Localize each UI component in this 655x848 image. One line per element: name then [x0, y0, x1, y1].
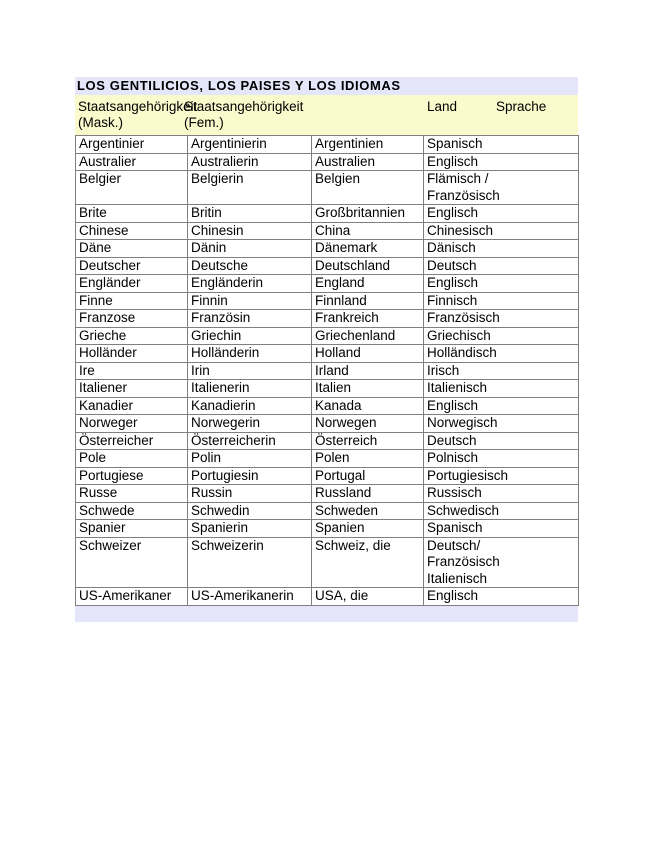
cell-land: Argentinien: [312, 136, 424, 154]
cell-land: China: [312, 222, 424, 240]
cell-land: Italien: [312, 380, 424, 398]
cell-fem: Dänin: [188, 240, 312, 258]
cell-sprache: Englisch: [424, 153, 579, 171]
header-sprache: Sprache: [496, 99, 547, 114]
table-row: [76, 292, 579, 310]
cell-land: Portugal: [312, 467, 424, 485]
cell-land: Holland: [312, 345, 424, 363]
cell-fem: Belgierin: [188, 171, 312, 205]
table-row: [76, 397, 579, 415]
table-row: [76, 450, 579, 468]
cell-fem: Schweizerin: [188, 537, 312, 588]
cell-sprache: Spanisch: [424, 136, 579, 154]
cell-mask: Pole: [76, 450, 188, 468]
header-fem: Staatsangehörigkeit: [184, 99, 304, 114]
cell-fem: Finnin: [188, 292, 312, 310]
page-title: LOS GENTILICIOS, LOS PAISES Y LOS IDIOMAS: [75, 77, 578, 95]
table-header: [75, 95, 578, 135]
cell-mask: Ire: [76, 362, 188, 380]
cell-mask: Portugiese: [76, 467, 188, 485]
cell-mask: Engländer: [76, 275, 188, 293]
cell-mask: Australier: [76, 153, 188, 171]
cell-mask: Däne: [76, 240, 188, 258]
cell-mask: Franzose: [76, 310, 188, 328]
cell-fem: Kanadierin: [188, 397, 312, 415]
cell-fem: Holländerin: [188, 345, 312, 363]
header-fem-sub: (Fem.): [184, 115, 224, 130]
cell-land: Schweiz, die: [312, 537, 424, 588]
cell-fem: Engländerin: [188, 275, 312, 293]
cell-sprache: Dänisch: [424, 240, 579, 258]
cell-sprache: Griechisch: [424, 327, 579, 345]
table-row: [76, 205, 579, 223]
cell-mask: Österreicher: [76, 432, 188, 450]
cell-mask: Italiener: [76, 380, 188, 398]
cell-fem: Norwegerin: [188, 415, 312, 433]
cell-sprache: Deutsch: [424, 257, 579, 275]
table-row: [76, 432, 579, 450]
cell-mask: Deutscher: [76, 257, 188, 275]
table-row: [76, 362, 579, 380]
header-mask-sub: (Mask.): [78, 115, 123, 130]
table-row: [76, 136, 579, 154]
cell-fem: Australierin: [188, 153, 312, 171]
cell-land: Spanien: [312, 520, 424, 538]
table-row: [76, 222, 579, 240]
cell-fem: Russin: [188, 485, 312, 503]
cell-fem: Irin: [188, 362, 312, 380]
cell-land: Polen: [312, 450, 424, 468]
table-row: [76, 171, 579, 205]
cell-land: Österreich: [312, 432, 424, 450]
cell-land: USA, die: [312, 588, 424, 606]
table-row: [76, 588, 579, 606]
table-row: [76, 502, 579, 520]
cell-mask: Kanadier: [76, 397, 188, 415]
cell-land: Norwegen: [312, 415, 424, 433]
cell-fem: Britin: [188, 205, 312, 223]
cell-mask: US-Amerikaner: [76, 588, 188, 606]
cell-mask: Holländer: [76, 345, 188, 363]
cell-fem: Deutsche: [188, 257, 312, 275]
cell-fem: Österreicherin: [188, 432, 312, 450]
cell-mask: Grieche: [76, 327, 188, 345]
cell-sprache: Flämisch / Französisch: [424, 171, 579, 205]
cell-sprache: Norwegisch: [424, 415, 579, 433]
cell-mask: Finne: [76, 292, 188, 310]
cell-land: Irland: [312, 362, 424, 380]
table-row: [76, 467, 579, 485]
cell-land: Schweden: [312, 502, 424, 520]
cell-fem: Spanierin: [188, 520, 312, 538]
cell-land: Griechenland: [312, 327, 424, 345]
cell-fem: Portugiesin: [188, 467, 312, 485]
footer-bar: [75, 606, 578, 622]
table-row: [76, 380, 579, 398]
cell-mask: Schweizer: [76, 537, 188, 588]
cell-land: Belgien: [312, 171, 424, 205]
table-row: [76, 415, 579, 433]
cell-sprache: Englisch: [424, 397, 579, 415]
table-row: [76, 257, 579, 275]
cell-mask: Norweger: [76, 415, 188, 433]
cell-land: Großbritannien: [312, 205, 424, 223]
cell-mask: Brite: [76, 205, 188, 223]
cell-sprache: Deutsch: [424, 432, 579, 450]
cell-sprache: Chinesisch: [424, 222, 579, 240]
table-row: [76, 345, 579, 363]
cell-land: Frankreich: [312, 310, 424, 328]
cell-land: Kanada: [312, 397, 424, 415]
cell-sprache: Italienisch: [424, 380, 579, 398]
cell-sprache: Finnisch: [424, 292, 579, 310]
cell-land: Russland: [312, 485, 424, 503]
header-mask: Staatsangehörigkeit: [78, 99, 198, 114]
cell-fem: Schwedin: [188, 502, 312, 520]
cell-fem: Polin: [188, 450, 312, 468]
cell-fem: US-Amerikanerin: [188, 588, 312, 606]
cell-mask: Spanier: [76, 520, 188, 538]
table-row: [76, 520, 579, 538]
cell-sprache: Spanisch: [424, 520, 579, 538]
cell-fem: Französin: [188, 310, 312, 328]
cell-land: Finnland: [312, 292, 424, 310]
cell-mask: Chinese: [76, 222, 188, 240]
cell-fem: Griechin: [188, 327, 312, 345]
table-row: [76, 310, 579, 328]
cell-sprache: Irisch: [424, 362, 579, 380]
cell-sprache: Englisch: [424, 205, 579, 223]
cell-mask: Russe: [76, 485, 188, 503]
cell-mask: Schwede: [76, 502, 188, 520]
cell-mask: Belgier: [76, 171, 188, 205]
cell-sprache: Holländisch: [424, 345, 579, 363]
cell-sprache: Russisch: [424, 485, 579, 503]
cell-land: England: [312, 275, 424, 293]
table-row: [76, 537, 579, 588]
cell-sprache: Schwedisch: [424, 502, 579, 520]
cell-sprache: Polnisch: [424, 450, 579, 468]
table-row: [76, 275, 579, 293]
cell-fem: Argentinierin: [188, 136, 312, 154]
cell-fem: Italienerin: [188, 380, 312, 398]
cell-land: Deutschland: [312, 257, 424, 275]
cell-land: Australien: [312, 153, 424, 171]
cell-mask: Argentinier: [76, 136, 188, 154]
header-land: Land: [427, 99, 458, 114]
cell-sprache: Französisch: [424, 310, 579, 328]
cell-sprache: Englisch: [424, 275, 579, 293]
cell-sprache: Englisch: [424, 588, 579, 606]
document-table-block: [75, 77, 578, 622]
cell-sprache: Deutsch/ Französisch Italienisch: [424, 537, 579, 588]
cell-fem: Chinesin: [188, 222, 312, 240]
table-row: [76, 327, 579, 345]
table-row: [76, 240, 579, 258]
table-row: [76, 485, 579, 503]
nationality-table: [75, 135, 579, 606]
cell-land: Dänemark: [312, 240, 424, 258]
cell-sprache: Portugiesisch: [424, 467, 579, 485]
table-row: [76, 153, 579, 171]
